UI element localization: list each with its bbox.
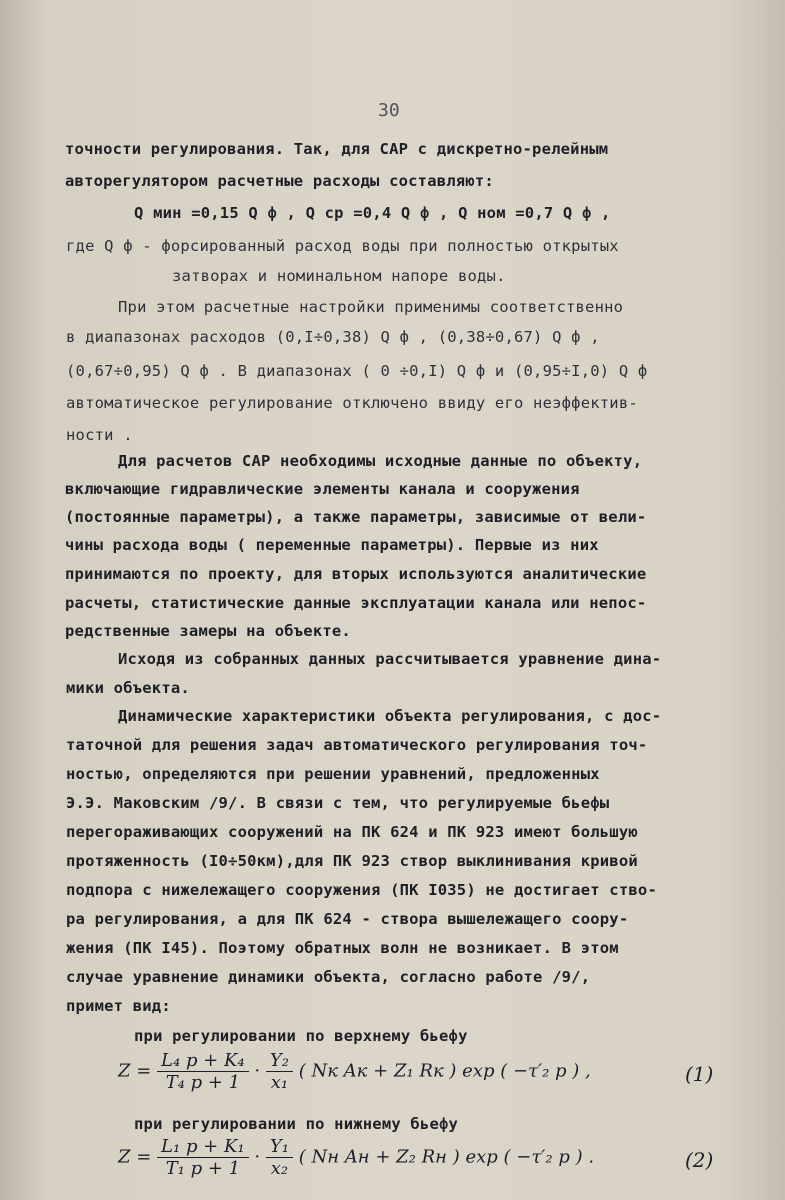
eq2-rest: ( Nн Aн + Z₂ Rн ) exp ( −τ′₂ p ) . — [298, 1146, 595, 1168]
eq1-frac1-denominator: T₄ p + 1 — [165, 1072, 241, 1093]
eq1-fraction-2 — [266, 1050, 293, 1093]
eq1-frac2-numerator: Y₂ — [266, 1050, 293, 1072]
text-line: при регулировании по нижнему бьефу — [134, 1115, 459, 1133]
text-line: авторегулятором расчетные расходы составляют: — [65, 172, 494, 190]
text-line: ностью, определяются при решении уравнений, предложенных — [66, 765, 600, 783]
eq2-frac1-numerator: L₁ p + K₁ — [157, 1136, 249, 1158]
equation-number-1: (1) — [685, 1062, 714, 1086]
eq2-lhs: Z = — [118, 1146, 152, 1168]
text-line: Динамические характеристики объекта регулирования, с дос- — [118, 707, 662, 725]
text-line: случае уравнение динамики объекта, согласно работе /9/, — [66, 968, 591, 986]
text-line: жения (ПК I45). Поэтому обратных волн не возникает. В этом — [66, 939, 619, 957]
eq1-frac2-denominator: x₁ — [270, 1072, 289, 1093]
eq1-frac1-numerator: L₄ p + K₄ — [157, 1050, 249, 1072]
text-line: при регулировании по верхнему бьефу — [134, 1027, 468, 1045]
text-line: принимаются по проекту, для вторых используются аналитические — [65, 565, 647, 583]
text-line: протяженность (I0÷50км),для ПК 923 створ выклинивания кривой — [66, 852, 638, 870]
text-line: включающие гидравлические элементы канала и сооружения — [65, 480, 580, 498]
text-line: Исходя из собранных данных рассчитывается уравнение дина- — [118, 650, 662, 668]
text-line: Для расчетов САР необходимы исходные данные по объекту, — [118, 452, 643, 470]
text-line: чины расхода воды ( переменные параметры). Первые из них — [65, 536, 599, 554]
text-line: редственные замеры на объекте. — [65, 622, 351, 640]
equation-1: Z = $\frac{\text{L₄ p + K₄}}{\text{T₄ p + 1}}$ · $\frac{\text{Y₂}}{\text{x₁}}$ ( Nк Aк + Z₁ Rк ) exp ( −τ′₂ p ) , — [118, 1050, 591, 1093]
eq2-fraction-2 — [266, 1136, 293, 1179]
text-line: Э.Э. Маковским /9/. В связи с тем, что регулируемые бьефы — [66, 794, 610, 812]
eq2-frac2-denominator: x₂ — [270, 1158, 289, 1179]
eq1-rest: ( Nк Aк + Z₁ Rк ) exp ( −τ′₂ p ) , — [298, 1060, 591, 1082]
text-line: мики объекта. — [66, 679, 190, 697]
equation-number-2: (2) — [685, 1148, 714, 1172]
text-line: затворах и номинальном напоре воды. — [172, 267, 506, 285]
text-line: автоматическое регулирование отключено ввиду его неэффектив- — [66, 394, 638, 412]
text-line: где Q ф - форсированный расход воды при полностью открытых — [66, 237, 619, 255]
text-line: При этом расчетные настройки применимы соответственно — [118, 298, 624, 316]
text-line: таточной для решения задач автоматического регулирования точ- — [66, 736, 648, 754]
eq2-frac2-numerator: Y₁ — [266, 1136, 293, 1158]
text-line: точности регулирования. Так, для САР с дискретно-релейным — [65, 140, 609, 158]
eq1-fraction-1 — [157, 1050, 249, 1093]
eq2-fraction-1 — [157, 1136, 249, 1179]
text-line: примет вид: — [66, 997, 171, 1015]
formula-line: Q мин =0,15 Q ф , Q ср =0,4 Q ф , Q ном =0,7 Q ф , — [134, 204, 611, 222]
text-line: (0,67÷0,95) Q ф . В диапазонах ( 0 ÷0,I) Q ф и (0,95÷I,0) Q ф — [66, 362, 648, 380]
text-line: расчеты, статистические данные эксплуатации канала или непос- — [65, 594, 647, 612]
text-line: в диапазонах расходов (0,I÷0,38) Q ф , (0,38÷0,67) Q ф , — [66, 328, 600, 346]
text-line: перегораживающих сооружений на ПК 624 и ПК 923 имеют большую — [66, 823, 638, 841]
text-line: (постоянные параметры), а также параметры, зависимые от вели- — [65, 508, 647, 526]
page-number: 30 — [378, 100, 400, 121]
text-line: подпора с нижележащего сооружения (ПК I035) не достигает ство- — [66, 881, 657, 899]
equation-2: Z = $\frac{\text{L₁ p + K₁}}{\text{T₁ p + 1}}$ · $\frac{\text{Y₁}}{\text{x₂}}$ ( Nн Aн + Z₂ Rн ) exp ( −τ′₂ p ) . — [118, 1136, 595, 1179]
text-line: ра регулирования, а для ПК 624 - створа вышележащего соору- — [66, 910, 629, 928]
eq2-frac1-denominator: T₁ p + 1 — [165, 1158, 241, 1179]
text-line: ности . — [66, 426, 133, 444]
eq1-lhs: Z = — [118, 1060, 152, 1082]
